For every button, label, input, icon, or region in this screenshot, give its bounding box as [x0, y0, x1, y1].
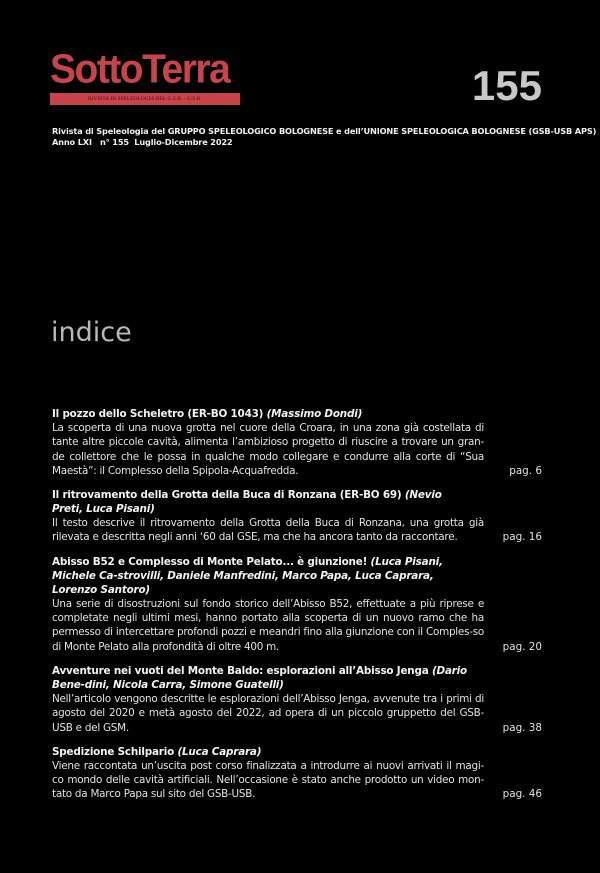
toc-entry[interactable]	[52, 745, 542, 802]
entry-title: Il ritrovamento della Grotta della Buca di Ronzana (ER-BO 69)	[52, 489, 405, 502]
logo-wordmark: SottoTerra	[50, 46, 230, 93]
index-heading: indice	[51, 317, 132, 348]
entry-title: Spedizione Schilpario	[52, 745, 178, 758]
entry-heading	[52, 745, 472, 759]
entry-authors: (Dario Bene-dini, Nicola Carra, Simone Guatelli)	[52, 664, 467, 691]
publication-subtitle	[52, 126, 596, 148]
entry-heading	[52, 664, 472, 692]
entry-page-number[interactable]: pag. 16	[502, 531, 542, 544]
entry-title: Avventure nei vuoti del Monte Baldo: esplorazioni all’Abisso Jenga	[52, 664, 432, 677]
entry-page-number[interactable]: pag. 46	[502, 788, 542, 801]
entry-abstract: Il testo descrive il ritrovamento della Grotta della Buca di Ronzana, una grotta già rilevata e descritta negli anni ‘60 dal GSE, ma che ha ancora tanto da raccontare.	[52, 517, 484, 544]
table-of-contents	[52, 407, 542, 812]
entry-authors: (Luca Pisani, Michele Ca-strovilli, Daniele Manfredini, Marco Papa, Luca Caprara, Lorenzo Santoro)	[52, 555, 443, 596]
toc-entry[interactable]	[52, 407, 542, 478]
toc-entry[interactable]	[52, 664, 542, 735]
entry-title: Abisso B52 e Complesso di Monte Pelato... è giunzione!	[52, 555, 371, 568]
entry-abstract: La scoperta di una nuova grotta nel cuore della Croara, in una zona già costellata di tante altre piccole cavità, alimenta l’ambizioso progetto di riuscire a trovare un gran-de collettore che le possa in qualche modo collegare e condurre alla corte di “Sua Maestà”: il Complesso della Spipola-Acquafredda.	[52, 422, 484, 477]
entry-page-number[interactable]: pag. 38	[502, 721, 542, 734]
entry-abstract: Viene raccontata un’uscita post corso finalizzata a introdurre ai nuovi arrivati il magi-co mondo delle cavità artificiali. Nell’occasione è stato anche prodotto un video mon-tato da Marco Papa sul sito del GSB-USB.	[52, 759, 484, 801]
entry-authors: (Luca Caprara)	[177, 745, 262, 758]
subtitle-line-1: Rivista di Speleologia del GRUPPO SPELEOLOGICO BOLOGNESE e dell’UNIONE SPELEOLOGICA BOLOGNESE (GSB-USB APS)	[52, 126, 597, 136]
entry-page-number[interactable]: pag. 6	[509, 464, 542, 477]
entry-heading	[52, 555, 472, 597]
toc-entry[interactable]	[52, 488, 542, 545]
magazine-logo	[50, 48, 242, 110]
entry-abstract: Una serie di disostruzioni sul fondo storico dell’Abisso B52, effettuate a più riprese e completate negli ultimi mesi, hanno portato alla scoperta di un nuovo ramo che ha permesso di intercettare profondi pozzi e meandri fino alla giunzione con il Comples-so di Monte Pelato alla profondità di oltre 400 m.	[52, 597, 484, 653]
entry-page-number[interactable]: pag. 20	[502, 640, 542, 653]
logo-subtitle: RIVISTA DI SPELEOLOGIA DEL G.S.B. - U.S.B.	[88, 96, 202, 102]
entry-title: Il pozzo dello Scheletro (ER-BO 1043)	[52, 408, 267, 420]
entry-heading	[52, 407, 472, 421]
entry-authors: (Massimo Dondi)	[266, 408, 363, 420]
entry-authors: (Nevio Preti, Luca Pisani)	[52, 489, 442, 516]
toc-entry[interactable]	[52, 555, 542, 654]
issue-number: 155	[471, 62, 542, 109]
entry-abstract: Nell’articolo vengono descritte le esplorazioni dell’Abisso Jenga, avvenute tra i primi di agosto del 2020 e metà agosto del 2022, ad opera di un piccolo gruppetto del GSB-USB e del GSM.	[52, 692, 484, 734]
subtitle-line-2: Anno LXI n° 155 Luglio-Dicembre 2022	[52, 137, 233, 147]
entry-heading	[52, 488, 472, 516]
